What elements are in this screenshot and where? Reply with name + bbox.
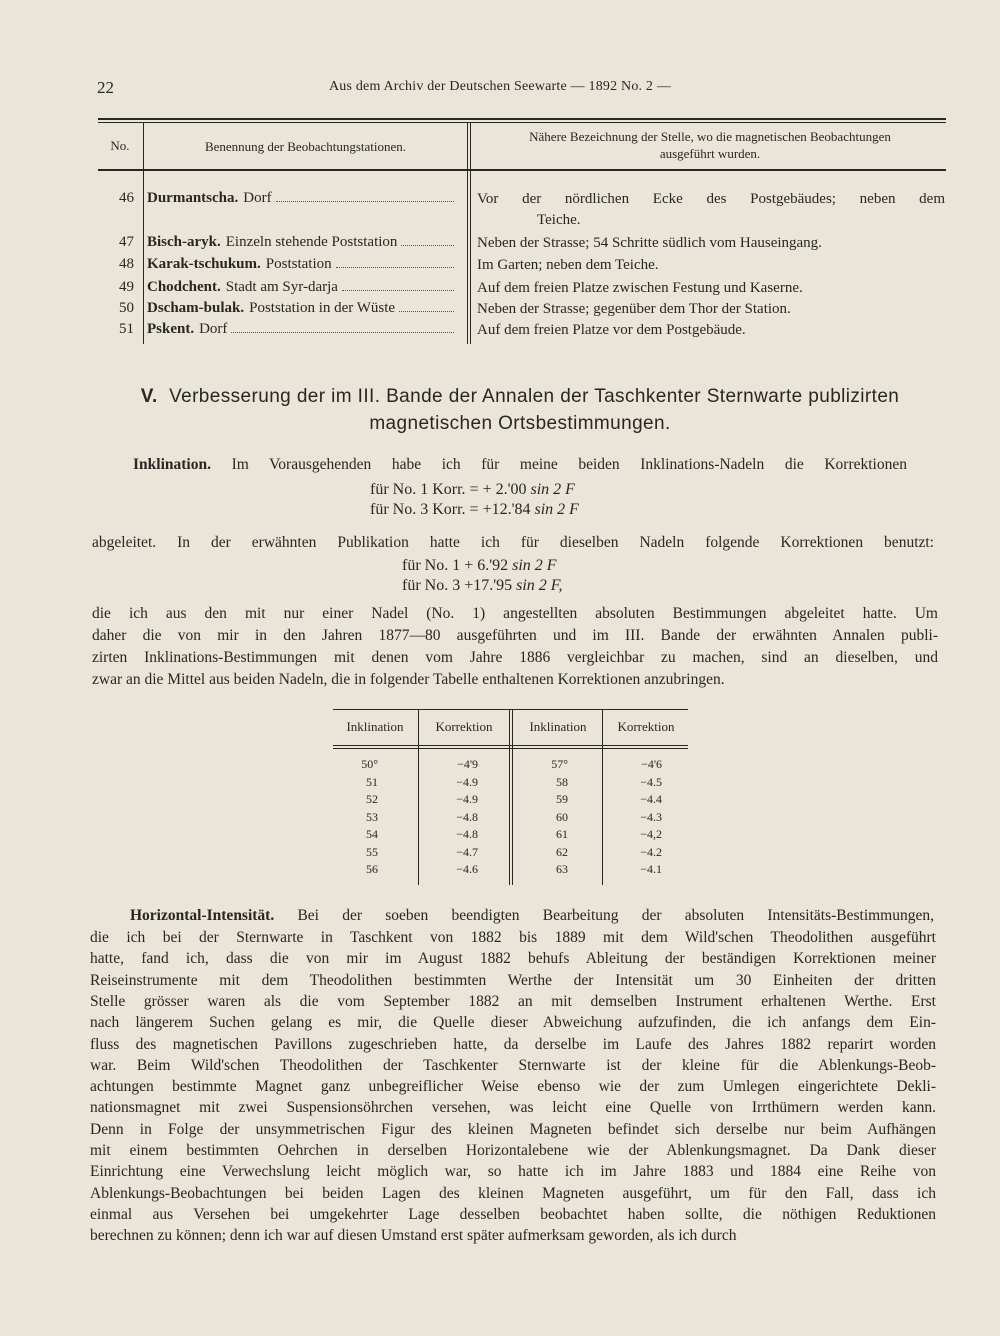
description-line: Neben der Strasse; 54 Schritte südlich vom Hauseingang. [477, 235, 822, 251]
paragraph-line: zwar an die Mittel aus beiden Nadeln, die in folgender Tabelle enthaltenen Korrektionen anzubringen. [92, 671, 725, 688]
inclination-value: 62 [556, 844, 568, 859]
correction-value: −4,2 [640, 827, 662, 841]
station-name-rest: Poststation in der Wüste [249, 300, 396, 316]
inkl-table-header: Korrektion [435, 719, 493, 734]
station-description [477, 320, 945, 341]
formula-no3: für No. 3 Korr. = +12.'84 sin 2 F [370, 501, 579, 518]
station-name-rest: Einzeln stehende Poststation [225, 234, 398, 250]
station-number: 50 [119, 300, 134, 316]
station-name [147, 279, 457, 296]
correction-value: −4.7 [456, 844, 478, 859]
inkl-table-header: Inklination [346, 719, 404, 734]
correction-value: −4.9 [456, 792, 478, 806]
station-name-bold: Durmantscha. [147, 190, 239, 206]
correction-value: −4.4 [640, 792, 662, 806]
dot-leader [336, 267, 454, 268]
formula-old-no1: für No. 1 + 6.'92 sin 2 F [402, 557, 557, 574]
header-desc: Nähere Bezeichnung der Stelle, wo die magnetischen Beobachtungen ausgeführt wurden. [529, 129, 891, 161]
inclination-value: 57° [551, 757, 568, 771]
station-name-bold: Chodchent. [147, 279, 221, 295]
paragraph-line: achtungen bestimmte Magnet ganz unbegreiflicher Weise ebenso wie der zum Umlegen eingerichtete Dekli- [90, 1078, 936, 1096]
header-no: No. [110, 138, 130, 153]
dot-leader [342, 290, 454, 291]
inkl-table-header: Korrektion [617, 719, 675, 734]
correction-value: −4.5 [640, 774, 662, 789]
paragraph-line: mit einem bestimmten Oehrchen in derselben Horizontalebene wie der Ablenkungsmagnet. Da Dank dieser [90, 1142, 936, 1159]
dot-leader [399, 311, 454, 312]
station-description [477, 255, 945, 276]
table-header-rule [98, 169, 946, 171]
station-description [477, 233, 945, 254]
correction-value: −4'9 [457, 757, 478, 771]
inclination-value: 63 [556, 862, 568, 876]
station-number: 48 [119, 256, 134, 272]
station-number: 51 [119, 321, 134, 337]
paragraph-line: zirten Inklinations-Bestimmungen mit denen vom Jahre 1886 vergleichbar zu machen, sind an dieselben, und [92, 649, 938, 666]
description-line: Auf dem freien Platze zwischen Festung und Kaserne. [477, 280, 803, 296]
correction-value: −4.2 [640, 844, 662, 859]
station-number: 49 [119, 279, 134, 295]
col-divider [467, 122, 468, 344]
station-description [477, 278, 945, 299]
description-line: Auf dem freien Platze vor dem Postgebäude. [477, 322, 746, 338]
header-name: Benennung der Beobachtungstationen. [204, 139, 407, 154]
inkl-table-top-rule [333, 709, 688, 710]
station-name [147, 300, 457, 317]
station-description [477, 189, 945, 231]
inclination-value: 59 [556, 792, 568, 806]
inclination-value: 61 [556, 827, 568, 841]
paragraph-line: die ich bei der Sternwarte in Taschkent von 1882 bis 1889 mit dem Wild'schen Theodolithen ausgeführt [90, 929, 936, 946]
station-name-rest: Poststation [265, 256, 332, 272]
description-line: Vor der nördlichen Ecke des Postgebäudes; neben dem [477, 191, 945, 207]
paragraph-line: berechnen zu können; denn ich war auf diesen Umstand erst später aufmerksam geworden, als ich durch [90, 1227, 737, 1245]
inclination-value: 60 [556, 809, 568, 824]
dot-leader [276, 201, 454, 202]
paragraph-line: einmal aus Versehen bei umgekehrter Lage desselben beobachtet haben sollte, die nöthigen Reduktionen [90, 1205, 936, 1223]
inclination-value: 50° [361, 757, 378, 771]
correction-value: −4.8 [456, 809, 478, 824]
dot-leader [401, 245, 454, 246]
formula-no1: für No. 1 Korr. = + 2.'00 sin 2 F [370, 481, 575, 498]
paragraph-line: Reiseinstrumente mit dem Theodolithen bestimmten Werthe der Intensität um 30 Einheiten der dritten [90, 971, 936, 989]
inklination-line2: abgeleitet. In der erwähnten Publikation hatte ich für dieselben Nadeln folgende Korrektionen benutzt: [92, 534, 934, 551]
description-line: Im Garten; neben dem Teiche. [477, 257, 659, 273]
correction-value: −4.1 [640, 862, 662, 876]
station-name-bold: Bisch-aryk. [147, 234, 221, 250]
paragraph-line: die ich aus den mit nur einer Nadel (No. 1) angestellten absoluten Bestimmungen abgeleitet hatte. Um [92, 605, 938, 622]
table-top-rule-thin [98, 122, 946, 123]
table-top-rule [98, 118, 946, 120]
correction-value: −4.8 [456, 827, 478, 841]
paragraph-line: fluss des magnetischen Pavillons zugeschrieben hatte, da derselbe im Laufe des Jahres 1882 reparirt worden [90, 1035, 936, 1053]
inclination-value: 55 [366, 844, 378, 859]
station-number: 47 [119, 234, 134, 250]
paragraph-line: Stelle grösser waren als die vom September 1882 an mit demselben Instrument erhaltenen Werthe. Erst [90, 992, 936, 1010]
inclination-value: 54 [366, 827, 378, 841]
paragraph-line: daher die von mir in den Jahren 1877—80 ausgeführten und im III. Bande der erwähnten Annalen publi- [92, 627, 938, 644]
station-description [477, 299, 945, 320]
correction-value: −4.6 [456, 862, 478, 876]
inclination-value: 53 [366, 809, 378, 824]
station-name [147, 190, 457, 207]
col-divider [143, 122, 144, 344]
station-name-rest: Dorf [199, 321, 228, 337]
description-line: Teiche. [537, 212, 581, 228]
inkl-table-header-rule [333, 745, 688, 746]
paragraph-line: nationsmagnet mit zwei Suspensionsöhrchen versehen, was leicht eine Quelle von Irrthümern werden kann. [90, 1099, 936, 1117]
station-number: 46 [119, 190, 134, 206]
correction-value: −4.3 [640, 809, 662, 824]
station-name-rest: Dorf [243, 190, 272, 206]
paragraph-line: Ablenkungs-Beobachtungen bei beiden Lagen des kleinen Magneten ausgeführt, um für den Fall, dass ich [90, 1184, 936, 1202]
paragraph-line: hatte, fand ich, dass die von mir im August 1882 behufs Ableitung der beständigen Korrektionen meiner [90, 950, 936, 968]
station-name [147, 321, 457, 338]
inclination-value: 56 [366, 862, 378, 876]
station-name-bold: Dscham-bulak. [147, 300, 245, 316]
col-divider [470, 122, 471, 344]
station-name-bold: Karak-tschukum. [147, 256, 261, 272]
inclination-value: 58 [556, 774, 568, 789]
station-name [147, 234, 457, 251]
paragraph-line: Einrichtung eine Verwechslung leicht möglich war, so hatte ich im Jahre 1883 und 1884 eine Reihe von [90, 1163, 936, 1181]
inclination-value: 51 [366, 774, 378, 789]
correction-value: −4.9 [456, 774, 478, 789]
paragraph-line: war. Beim Wild'schen Theodolithen der Taschkenter Sternwarte ist der kleine für die Ablenkungs-Beob- [90, 1056, 936, 1074]
station-name-bold: Pskent. [147, 321, 195, 337]
page-number: 22 [97, 78, 114, 97]
formula-old-no3: für No. 3 +17.'95 sin 2 F, [402, 577, 563, 594]
section-heading: V. Verbesserung der im III. Bande der Annalen der Taschkenter Sternwarte publizirten magnetischen Ortsbestimmungen. [140, 386, 900, 434]
station-name [147, 256, 457, 273]
paragraph-line: Denn in Folge der unsymmetrischen Figur des kleinen Magneten befindet sich derselbe nur beim Aufhängen [90, 1120, 936, 1138]
inklination-intro: Inklination. Im Vorausgehenden habe ich für meine beiden Inklinations-Nadeln die Korrektionen [133, 456, 907, 473]
dot-leader [231, 332, 454, 333]
inclination-value: 52 [366, 792, 378, 806]
horizontal-intro: Horizontal-Intensität. Bei der soeben beendigten Bearbeitung der absoluten Intensitäts-Bestimmungen, [130, 907, 934, 924]
paragraph-line: nach längerem Suchen gelang es mir, die Quelle dieser Abweichung aufzufinden, die ich anfangs dem Ein- [90, 1014, 936, 1032]
inkl-table-header-rule-thin [333, 748, 688, 749]
inkl-table-header: Inklination [529, 719, 587, 734]
description-line: Neben der Strasse; gegenüber dem Thor der Station. [477, 301, 791, 317]
correction-value: −4'6 [641, 757, 662, 771]
running-title: Aus dem Archiv der Deutschen Seewarte — 1892 No. 2 — [328, 79, 672, 94]
station-name-rest: Stadt am Syr-darja [225, 279, 338, 295]
